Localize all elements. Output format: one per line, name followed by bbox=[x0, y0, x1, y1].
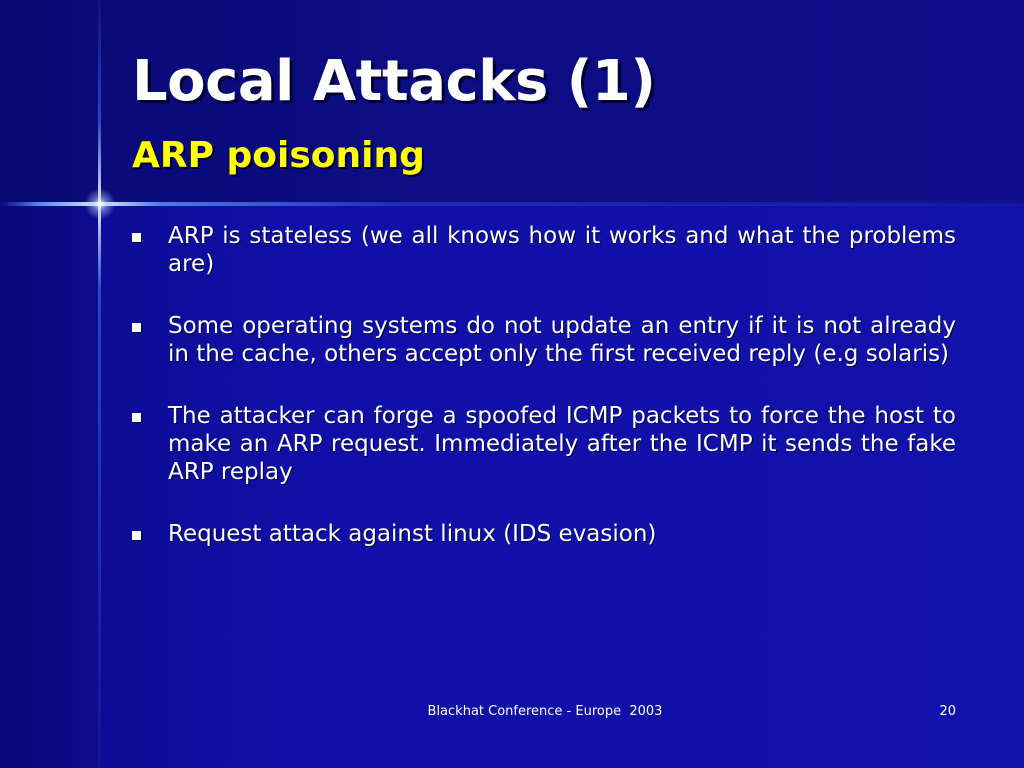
slide-title: Local Attacks (1) bbox=[132, 49, 656, 114]
bullet-text: Request attack against linux (IDS evasion) bbox=[168, 521, 657, 547]
footer-text: Blackhat Conference - Europe 2003 bbox=[427, 704, 663, 719]
left-band bbox=[0, 204, 100, 768]
slide-subtitle: ARP poisoning bbox=[132, 135, 425, 176]
square-bullet-icon bbox=[132, 413, 141, 422]
bullet-item bbox=[130, 222, 956, 278]
bullet-text: The attacker can forge a spoofed ICMP packets to force the host to make an ARP request. Immediately after the ICMP it sends the fake ARP replay bbox=[168, 403, 956, 485]
bullet-item bbox=[130, 520, 956, 548]
horizontal-divider bbox=[0, 202, 1024, 206]
bullet-text: Some operating systems do not update an entry if it is not already in the cache, others accept only the first received reply (e.g solaris) bbox=[168, 313, 956, 367]
square-bullet-icon bbox=[132, 531, 141, 540]
bullet-item bbox=[130, 312, 956, 368]
star-flare-icon bbox=[84, 188, 116, 220]
vertical-divider bbox=[98, 0, 101, 768]
bullet-list bbox=[130, 222, 956, 582]
square-bullet-icon bbox=[132, 233, 141, 242]
bullet-text: ARP is stateless (we all knows how it works and what the problems are) bbox=[168, 223, 956, 277]
square-bullet-icon bbox=[132, 323, 141, 332]
page-number: 20 bbox=[939, 704, 956, 719]
bullet-item bbox=[130, 402, 956, 486]
